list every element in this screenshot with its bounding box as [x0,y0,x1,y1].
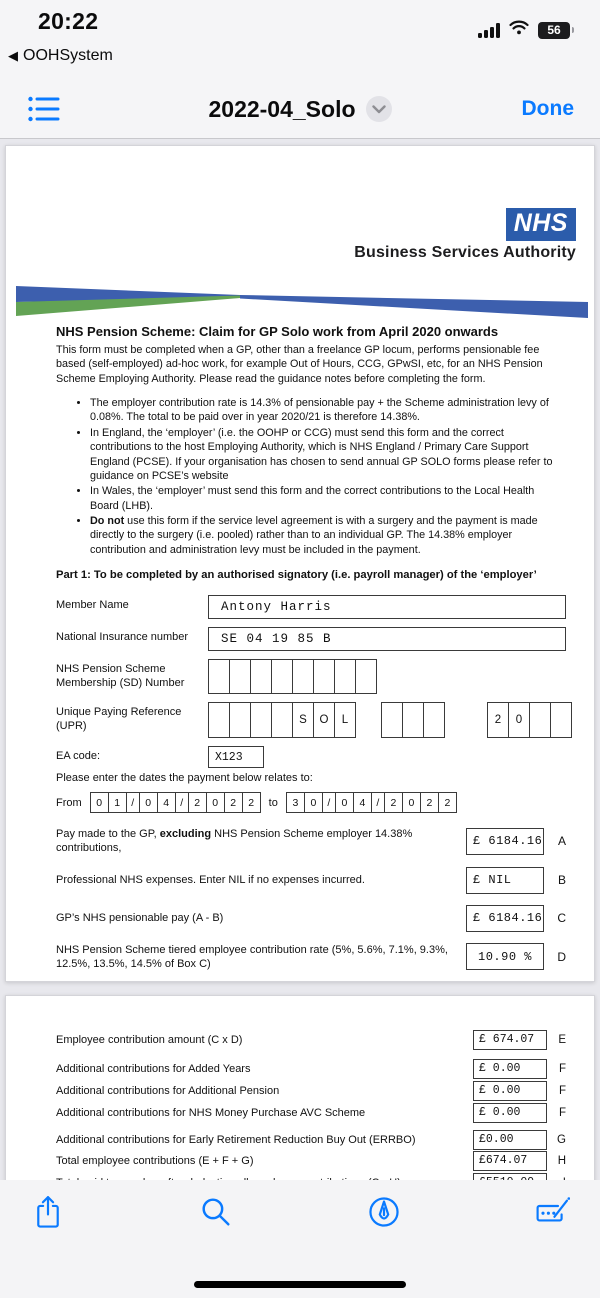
done-button[interactable]: Done [521,97,574,120]
from-date-cell: / [175,793,188,812]
from-date-cell: 1 [108,793,126,812]
bulleted-list-icon [27,93,61,125]
cellular-signal-icon [478,23,500,38]
row-letter: A [557,834,566,849]
bottom-toolbar [0,1180,600,1298]
nav-bar [0,80,600,139]
search-icon [200,1196,232,1228]
payment-row [56,867,566,894]
ni-number-field: SE 04 19 85 B [208,627,566,651]
row-letter: H [557,1154,566,1167]
search-button[interactable] [198,1194,234,1230]
payment-value-box: £ 6184.16 [466,828,544,855]
ni-number-label: National Insurance number [56,631,189,644]
contribution-row [56,1029,566,1050]
row-letter: E [558,1033,566,1046]
contribution-row [56,1102,566,1123]
from-date-cell: 2 [242,793,260,812]
to-date-cell: 2 [420,793,438,812]
upr-cell: L [334,703,355,737]
from-date-cell: 0 [139,793,157,812]
from-date-cell: 2 [188,793,206,812]
upr-cell [423,703,444,737]
payment-value-box: 10.90 % [466,943,544,970]
payment-row [56,943,566,972]
guidance-bullet: • In Wales, the ‘employer’ must send this form and the correct contributions to the Local Health Board (LHB). [90,484,566,513]
upr-cell [550,703,571,737]
contribution-row [56,1129,566,1150]
document-title: 2022-04_Solo [208,95,356,122]
contribution-row [56,1058,566,1079]
contribution-row-label: Additional contributions for Additional Pension [56,1084,280,1097]
ea-code-row [56,746,566,768]
row-letter: D [557,949,566,964]
guidance-bullet: • The employer contribution rate is 14.3% of pensionable pay + the Scheme administration levy of 0.08%. The total to be paid over in year 2020/21 is therefore 14.38%. [90,396,566,425]
to-date-cell: 2 [438,793,456,812]
from-label: From [56,796,82,809]
to-label: to [268,796,278,809]
wifi-icon [509,20,529,40]
row-letter: C [557,911,566,926]
member-name-label: Member Name [56,599,129,612]
sd-cell [229,660,250,693]
upr-cells-group-2 [381,702,445,738]
row-letter: F [558,1084,566,1097]
back-triangle-icon: ◀ [8,48,18,63]
upr-cell [209,703,229,737]
payment-row-label: Professional NHS expenses. Enter NIL if no expenses incurred. [56,873,365,886]
member-name-row [56,595,566,619]
clock: 20:22 [38,8,99,34]
payment-row [56,827,566,856]
upr-cells-group-1 [208,702,356,738]
swoosh-banner [12,283,592,319]
contribution-row-label: Total employee contributions (E + F + G) [56,1154,254,1167]
to-date-cell: 2 [384,793,402,812]
to-date-cell: 3 [292,796,299,809]
form-heading: NHS Pension Scheme: Claim for GP Solo work from April 2020 onwards [56,324,499,339]
upr-cell [271,703,292,737]
from-date-cell: / [126,793,139,812]
status-bar [0,0,600,80]
chevron-down-icon [372,105,386,114]
upr-row [56,702,566,738]
upr-cell: 2 [494,714,502,727]
ni-number-row [56,627,566,651]
sd-number-row [56,659,566,694]
to-date-cell: / [371,793,384,812]
from-date-cell: 0 [96,796,103,809]
contribution-value-box: £0.00 [473,1130,547,1150]
contribution-row-label: Additional contributions for Early Retirement Reduction Buy Out (ERRBO) [56,1133,416,1146]
part1-heading: Part 1: To be completed by an authorised signatory (i.e. payroll manager) of the ‘employer’ [56,569,537,582]
upr-cells-group-3 [487,702,572,738]
payment-row-label: Pay made to the GP, excluding NHS Pension Scheme employer 14.38% contributions, [56,828,413,855]
to-date-cells [286,792,457,813]
document-title-group [0,96,600,123]
date-range-row [56,792,566,813]
sd-cell [209,660,229,693]
fill-sign-icon [534,1196,570,1228]
payment-rows [56,827,566,971]
nhs-logo: NHS [506,208,576,241]
sd-cell [334,660,355,693]
to-date-cell: 4 [353,793,371,812]
upr-cell [402,703,423,737]
to-date-cell: 0 [335,793,353,812]
share-icon [33,1195,63,1229]
contribution-row-label: Employee contribution amount (C x D) [56,1033,243,1046]
upr-cell: S [292,703,313,737]
payment-row-label: NHS Pension Scheme tiered employee contribution rate (5%, 5.6%, 7.1%, 9.3%, 12.5%, 13.5%, 14.5% of Box C) [56,943,448,970]
pdf-page-1 [5,145,595,982]
title-menu-button[interactable] [366,96,392,122]
thumbnail-list-button[interactable] [26,91,62,127]
upr-cell [250,703,271,737]
battery-icon [538,22,570,39]
row-letter: F [558,1106,566,1119]
sd-cell [355,660,376,693]
sd-cell [292,660,313,693]
markup-pen-icon [368,1196,400,1228]
pdf-scroll-area[interactable] [0,138,600,1298]
nhs-bsa-logo [354,208,576,262]
sd-cell [313,660,334,693]
upr-cell: 0 [508,703,529,737]
contribution-value-box: £ 0.00 [473,1081,547,1101]
contribution-row [56,1150,566,1171]
payment-row-label: GP’s NHS pensionable pay (A - B) [56,911,224,924]
guidance-bullet: • Do not use this form if the service level agreement is with a surgery and the payment is made directly to the surgery (i.e. pooled) rather than to an individual GP. The 14.38% employer contribution and administration levy must be included in the payment. [90,514,566,557]
upr-cell [382,703,402,737]
home-indicator[interactable] [194,1281,406,1288]
guidance-bullet: • In England, the ‘employer’ (i.e. the OOHP or CCG) must send this form and the correct contributions to the host Employing Authority, which is NHS England / Primary Care Support England (PCSE). If your organisation has chosen to send annual GP SOLO forms please refer to guidance on PCSE’s website [90,426,566,483]
dates-instruction: Please enter the dates the payment below relates to: [56,772,313,785]
member-name-field: Antony Harris [208,595,566,619]
from-date-cell: 0 [206,793,224,812]
share-button[interactable] [30,1194,66,1230]
from-date-cells [90,792,261,813]
contribution-value-box: £ 0.00 [473,1103,547,1123]
upr-label: Unique Paying Reference (UPR) [56,706,182,732]
back-to-app-link[interactable] [8,47,113,65]
contribution-value-box: £674.07 [473,1151,547,1171]
payment-value-box: £ 6184.16 [466,905,544,932]
battery-percent: 56 [547,23,561,37]
ea-code-field: X123 [208,746,264,768]
contribution-value-box: £ 674.07 [473,1030,547,1050]
row-letter: B [557,873,566,888]
back-app-label: OOHSystem [23,47,113,64]
to-date-cell: 0 [402,793,420,812]
status-icons [478,20,570,40]
row-letter: F [558,1062,566,1075]
from-date-cell: 2 [224,793,242,812]
payment-value-box: £ NIL [466,867,544,894]
nhs-logo-subtitle: Business Services Authority [354,244,576,261]
upr-cell [529,703,550,737]
form-intro: This form must be completed when a GP, other than a freelance GP locum, performs pensionable fee based (self-employed) ad-hoc work, for example Out of Hours, CCG, GPwSI, etc, for an NHS Pension Scheme Employing Authority. Please read the guidance notes before completing the form. [56,344,543,385]
upr-cell: O [313,703,334,737]
payment-row [56,905,566,932]
ea-code-label: EA code: [56,750,101,763]
sd-number-cells [208,659,377,694]
contribution-row-label: Additional contributions for Added Years [56,1062,251,1075]
sd-cell [250,660,271,693]
row-letter: G [557,1133,566,1146]
upr-cell [229,703,250,737]
sd-cell [271,660,292,693]
contribution-value-box: £ 0.00 [473,1059,547,1079]
markup-button[interactable] [366,1194,402,1230]
sd-number-label: NHS Pension Scheme Membership (SD) Number [56,663,185,689]
to-date-cell: / [322,793,335,812]
contribution-rows [56,1029,566,1193]
to-date-cell: 0 [304,793,322,812]
fill-sign-button[interactable] [534,1194,570,1230]
contribution-row [56,1080,566,1101]
contribution-row-label: Additional contributions for NHS Money Purchase AVC Scheme [56,1106,366,1119]
from-date-cell: 4 [157,793,175,812]
guidance-bullet-list [56,396,566,557]
